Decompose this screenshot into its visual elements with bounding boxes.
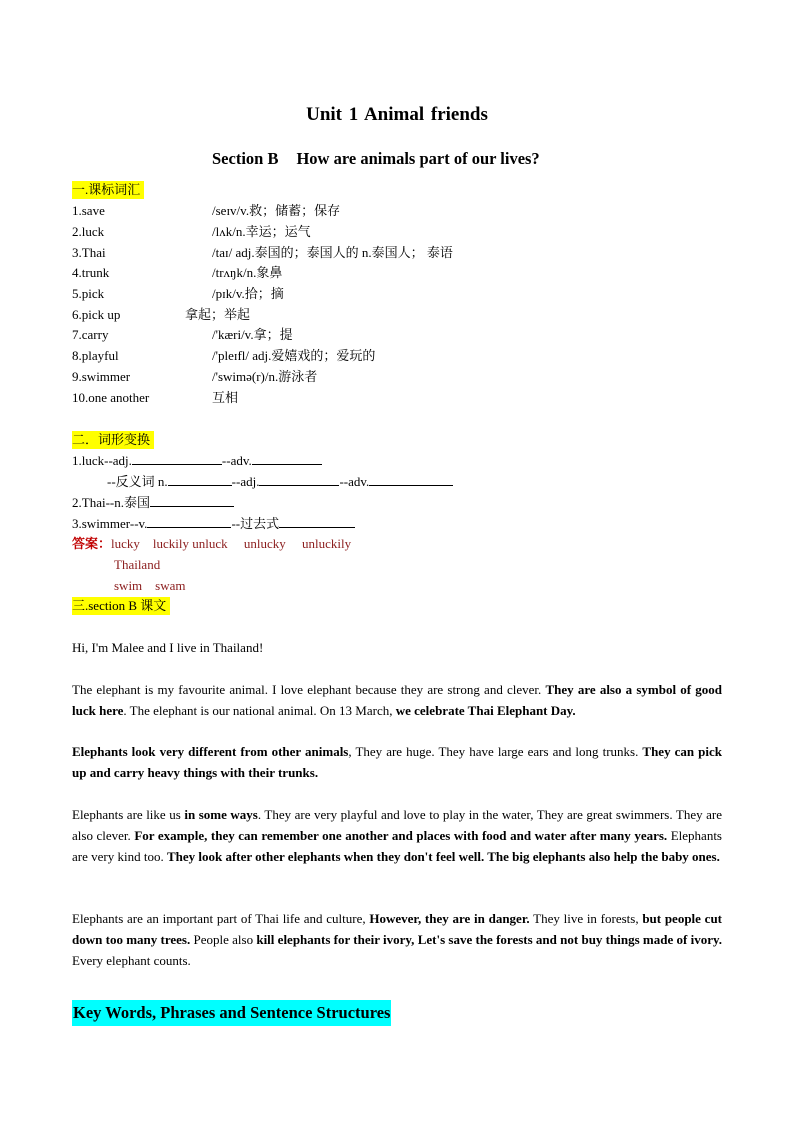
word-form-line	[72, 493, 234, 512]
word-form-prompt: 3.swimmer--v.	[72, 516, 148, 531]
key-words-heading: Key Words, Phrases and Sentence Structures	[72, 1000, 391, 1026]
answer-text: lucky luckily unluck unlucky unluckily	[111, 536, 352, 551]
vocab-row	[72, 285, 284, 303]
vocab-word: 6.pick up	[72, 307, 121, 322]
vocab-definition: /trʌŋk/n.象鼻	[212, 265, 283, 280]
word-form-line	[72, 451, 322, 470]
vocab-word: 3.Thai	[72, 245, 106, 260]
answer-blank[interactable]	[279, 514, 355, 528]
section-question: How are animals part of our lives?	[296, 149, 540, 168]
answer-line	[72, 535, 351, 553]
word-form-line	[107, 472, 453, 491]
vocab-row	[72, 389, 239, 407]
vocab-definition: /pɪk/v.拾；摘	[212, 286, 284, 301]
vocab-row	[72, 223, 311, 241]
paragraph-4: Elephants are an important part of Thai life and culture, However, they are in danger. They live in forests, but people cut down too many trees. People also kill elephants for their ivory, Let's save the forests and not buy things made of ivory. Every elephant counts.	[72, 911, 723, 968]
word-forms-heading: 二．词形变换	[72, 431, 154, 449]
vocab-word: 10.one another	[72, 390, 150, 405]
paragraph-3: Elephants are like us in some ways. They are very playful and love to play in the water, They are great swimmers. They are also clever. For example, they can remember one another and places with food and water after many years. Elephants are very kind too. They look after other elephants when they don't feel well. The big elephants also help the baby ones.	[72, 807, 723, 864]
vocab-row	[72, 347, 376, 365]
vocab-word: 2.luck	[72, 224, 105, 239]
vocab-word: 9.swimmer	[72, 369, 131, 384]
vocab-heading: 一.课标词汇	[72, 181, 144, 199]
vocab-word: 1.save	[72, 203, 105, 218]
paragraph-1: The elephant is my favourite animal. I love elephant because they are strong and clever. They are also a symbol of good luck here. The elephant is our national animal. On 13 March, we celebrate Thai Elephant Day.	[72, 682, 723, 718]
answer-text: Thailand	[114, 557, 161, 572]
vocab-row	[72, 244, 453, 262]
vocab-row	[72, 368, 318, 386]
vocab-row	[72, 202, 341, 220]
vocab-word: 4.trunk	[72, 265, 110, 280]
vocab-row	[72, 264, 283, 282]
answer-blank[interactable]	[259, 472, 339, 486]
vocab-word: 8.playful	[72, 348, 119, 363]
vocab-row	[72, 306, 251, 324]
vocab-definition: 互相	[212, 390, 239, 405]
vocab-definition: /seɪv/v.救；储蓄；保存	[212, 203, 341, 218]
text-heading: 三.section B 课文	[72, 597, 170, 615]
paragraph-intro: Hi, I'm Malee and I live in Thailand!	[72, 640, 264, 655]
vocab-definition: /lʌk/n.幸运；运气	[212, 224, 311, 239]
word-form-prompt: 2.Thai--n.泰国	[72, 495, 150, 510]
answer-blank[interactable]	[132, 451, 222, 465]
answer-text: swim swam	[114, 578, 186, 593]
word-form-prompt: --adv.	[221, 453, 252, 468]
word-form-prompt: --过去式	[231, 516, 280, 531]
vocab-row	[72, 326, 293, 344]
vocab-definition: /'kæri/v.拿；提	[212, 327, 293, 342]
page-title: Unit 1 Animal friends	[306, 104, 488, 125]
word-form-prompt: --adj.	[231, 474, 260, 489]
section-subtitle	[212, 149, 540, 169]
section-label: Section B	[212, 149, 279, 168]
answer-blank[interactable]	[147, 514, 231, 528]
answer-blank[interactable]	[252, 451, 322, 465]
vocab-definition: /taɪ/ adj.泰国的；泰国人的 n.泰国人； 泰语	[212, 245, 453, 260]
vocab-definition: /'swimə(r)/n.游泳者	[212, 369, 318, 384]
paragraph-2: Elephants look very different from other animals, They are huge. They have large ears and long trunks. They can pick up and carry heavy things with their trunks.	[72, 744, 723, 780]
word-form-prompt: 1.luck--adj.	[72, 453, 132, 468]
answer-blank[interactable]	[369, 472, 453, 486]
vocab-word: 7.carry	[72, 327, 109, 342]
answer-blank[interactable]	[150, 493, 234, 507]
word-form-prompt: --adv.	[339, 474, 370, 489]
vocab-word: 5.pick	[72, 286, 105, 301]
vocab-definition: /'pleɪfl/ adj.爱嬉戏的；爱玩的	[212, 348, 376, 363]
word-form-prompt: --反义词 n.	[107, 474, 168, 489]
word-form-line	[72, 514, 355, 533]
answer-label: 答案：	[72, 536, 112, 551]
answer-blank[interactable]	[168, 472, 232, 486]
vocab-definition: 拿起；举起	[185, 307, 251, 322]
